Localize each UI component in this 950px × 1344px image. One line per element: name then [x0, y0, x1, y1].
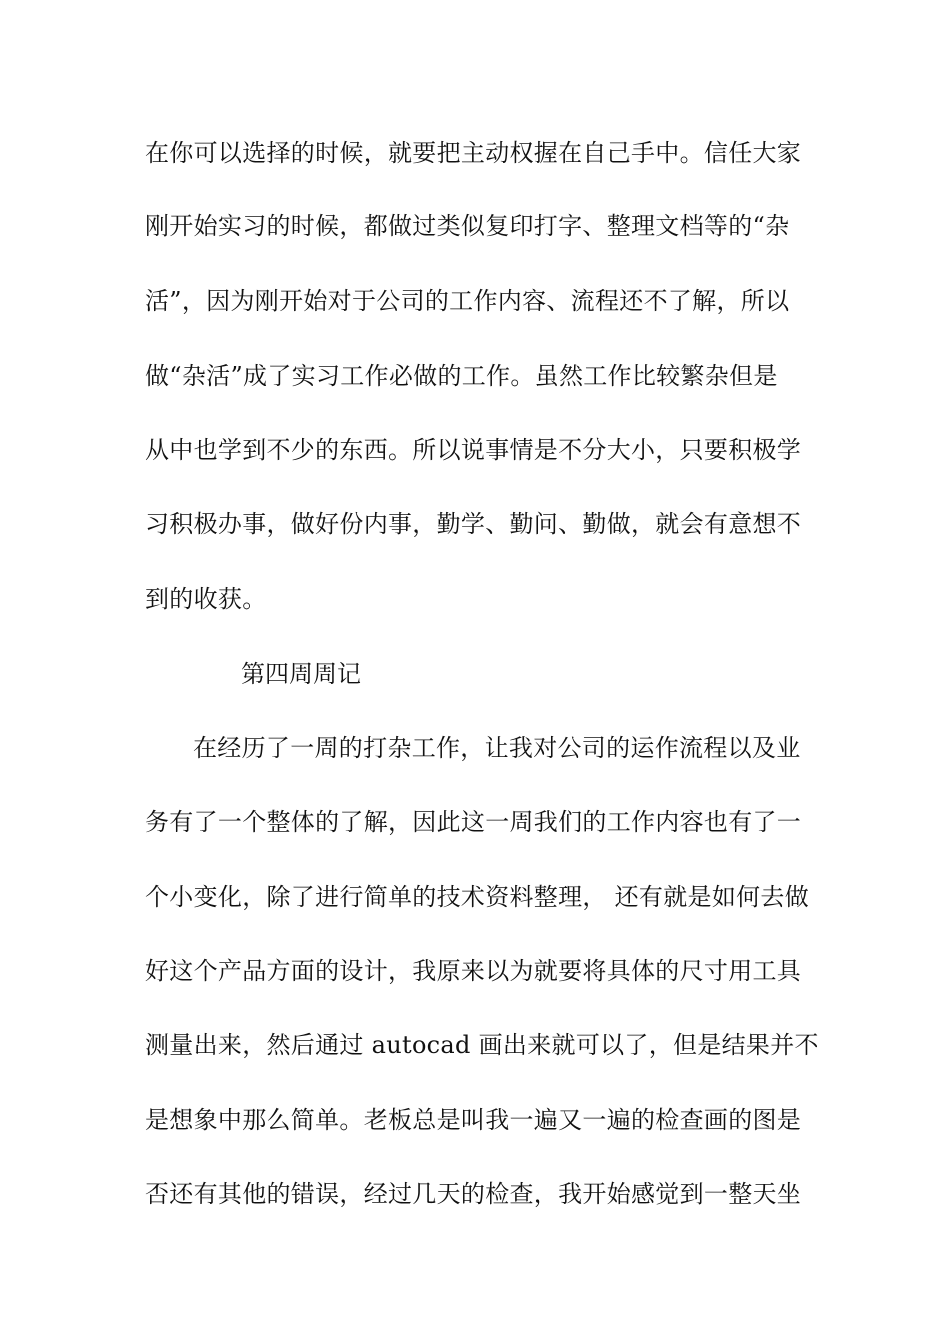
text-line: 是想象中那么简单。老板总是叫我一遍又一遍的检查画的图是 [145, 1106, 802, 1134]
text-line: 从中也学到不少的东西。所以说事情是不分大小，只要积极学 [145, 436, 802, 464]
text-line: 务有了一个整体的了解，因此这一周我们的工作内容也有了一 [145, 808, 802, 836]
text-line: 活”，因为刚开始对于公司的工作内容、流程还不了解，所以 [145, 287, 790, 315]
text-line: 在你可以选择的时候，就要把主动权握在自己手中。信任大家 [145, 139, 802, 167]
text-line: 做“杂活”成了实习工作必做的工作。虽然工作比较繁杂但是 [145, 362, 778, 390]
text-line: 在经历了一周的打杂工作，让我对公司的运作流程以及业 [193, 734, 801, 762]
text-line: 否还有其他的错误，经过几天的检查，我开始感觉到一整天坐 [145, 1180, 802, 1208]
text-line: 好这个产品方面的设计，我原来以为就要将具体的尺寸用工具 [145, 957, 802, 985]
text-line: 习积极办事，做好份内事，勤学、勤问、勤做，就会有意想不 [145, 510, 802, 538]
section-title: 第四周周记 [241, 660, 361, 688]
text-line: 到的收获。 [145, 585, 267, 613]
text-line: 个小变化，除了进行简单的技术资料整理， 还有就是如何去做 [145, 883, 810, 911]
text-line: 测量出来，然后通过 autocad 画出来就可以了，但是结果并不 [145, 1031, 819, 1059]
text-line: 刚开始实习的时候，都做过类似复印打字、整理文档等的“杂 [145, 212, 790, 240]
